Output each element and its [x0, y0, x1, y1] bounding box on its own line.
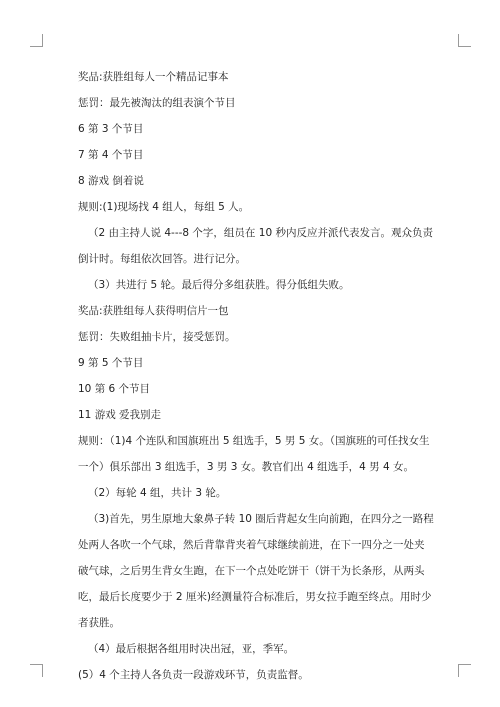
program-6-line: 10 第 6 个节目	[78, 383, 151, 395]
love-rule-1-paragraph: 规则：（1)4 个连队和国旗班出 5 组选手，5 男 5 女。（国旗班的可任找女生一个）俱乐部出 3 组选手，3 男 3 女。教官们出 4 组选手，4 男 4 女。	[78, 435, 430, 473]
prize-line-1: 奖品:获胜组每人一个精品记事本	[78, 71, 229, 83]
love-rule-2-line: （2）每轮 4 组，共计 3 轮。	[88, 487, 227, 499]
rule-2-paragraph: （2 由主持人说 4---8 个字，组员在 10 秒内反应并派代表发言。观众负责倒计时。每组依次回答。进行记分。	[78, 227, 433, 265]
crop-mark-bottom-right	[458, 664, 471, 677]
game-reverse-title: 8 游戏 倒着说	[78, 175, 144, 187]
game-love-title: 11 游戏 爱我别走	[78, 409, 162, 421]
rule-1-line: 规则:(1)现场找 4 组人，每组 5 人。	[78, 201, 250, 213]
prize-line-2: 奖品:获胜组每人获得明信片一包	[78, 305, 229, 317]
penalty-line-1: 惩罚：最先被淘汰的组表演个节目	[78, 97, 236, 109]
crop-mark-bottom-left	[30, 664, 43, 677]
document-page	[78, 64, 434, 688]
penalty-line-2: 惩罚：失败组抽卡片，接受惩罚。	[78, 331, 236, 343]
program-4-line: 7 第 4 个节目	[78, 149, 144, 161]
love-rule-4-line: （4）最后根据各组用时决出冠，亚，季军。	[88, 643, 295, 655]
love-rule-3-paragraph: （3)首先，男生原地大象鼻子转 10 圈后背起女生向前跑，在四分之一路程处两人各吹一个气球，然后背靠背夹着气球继续前进，在下一四分之一处夹破气球，之后男生背女生跑，在下一个点处吃饼干（饼干为长条形，从两头吃，最后长度要少于 2 厘米)经测量符合标准后，男女拉手跑至终点。用时少者获胜。	[78, 513, 434, 629]
crop-mark-top-left	[30, 34, 43, 47]
crop-mark-top-right	[458, 34, 471, 47]
rule-3-line: （3）共进行 5 轮。最后得分多组获胜。得分低组失败。	[88, 279, 350, 291]
love-rule-5-line: (5）4 个主持人各负责一段游戏环节，负责监督。	[78, 669, 309, 681]
program-5-line: 9 第 5 个节目	[78, 357, 144, 369]
program-3-line: 6 第 3 个节目	[78, 123, 144, 135]
